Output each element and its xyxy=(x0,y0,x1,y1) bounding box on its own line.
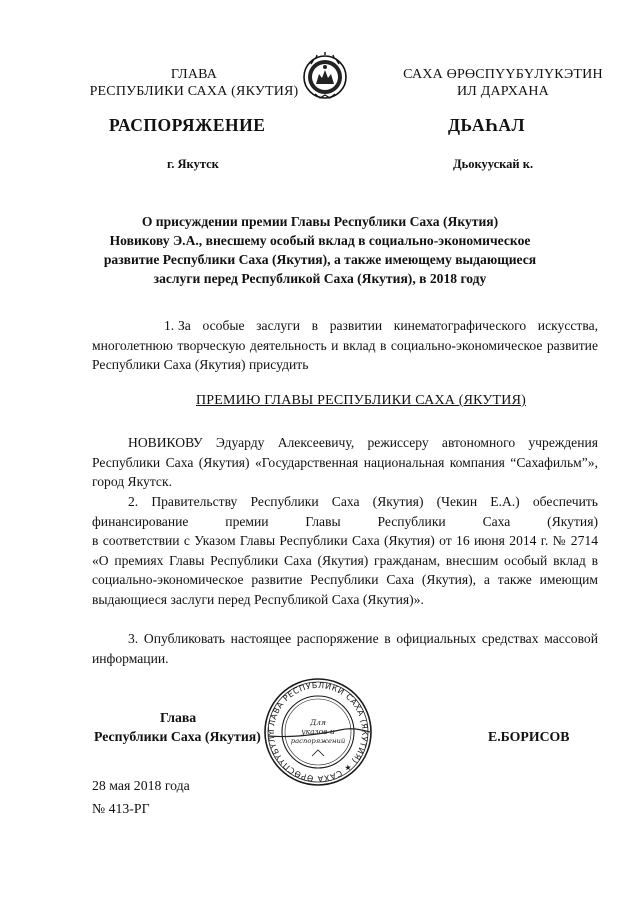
seal-icon xyxy=(262,676,374,788)
official-seal-stamp xyxy=(262,676,374,788)
document-title xyxy=(80,212,560,288)
paragraph-1 xyxy=(92,316,598,375)
signatory-name: Е.БОРИСОВ xyxy=(488,729,570,744)
svg-text:Для: Для xyxy=(310,718,326,727)
coat-of-arms-emblem xyxy=(302,50,348,104)
paragraph-2-rest: в соответствии с Указом Главы Республики Саха (Якутия) от 16 июня 2014 г. № 2714 «О премиях Главы Республики Саха (Якутия) гражданам, внесшим особый вклад в социально-экономическое развитие Республики Саха (Якутия), а также имеющим выдающиеся заслуги перед Республикой Саха (Якутия)». xyxy=(92,533,598,607)
recipient-paragraph xyxy=(92,433,598,492)
header-left-line1: ГЛАВА xyxy=(170,67,218,82)
paragraph-2-lead: 2. Правительству Республики Саха (Якутия) (Чекин Е.А.) обеспечить xyxy=(128,494,598,509)
city-ru: г. Якутск xyxy=(167,157,219,171)
paragraph-1-text: За особые заслуги в развитии кинематографического искусства, многолетнюю творческую деятельность и вклад в социально-экономическое развитие Республики Саха (Якутия) присудить xyxy=(92,318,598,372)
document-date: 28 мая 2018 года xyxy=(92,778,190,793)
svg-text:ГЛАВА РЕСПУБЛИКИ САХА (ЯКУТИЯ): ГЛАВА РЕСПУБЛИКИ САХА (ЯКУТИЯ) ★ САХА ӨРӨСПҮҮБҮЛҮ xyxy=(266,680,370,784)
signature-position-line1: Глава xyxy=(160,710,197,725)
coat-of-arms-icon xyxy=(302,50,348,104)
award-heading: ПРЕМИЮ ГЛАВЫ РЕСПУБЛИКИ САХА (ЯКУТИЯ) xyxy=(195,393,527,408)
svg-text:распоряжений: распоряжений xyxy=(290,737,346,745)
header-right xyxy=(384,66,622,100)
title-line2: Новикову Э.А., внесшему особый вклад в социально-экономическое xyxy=(109,233,531,248)
title-line4: заслуги перед Республикой Саха (Якутия), в 2018 году xyxy=(153,271,487,286)
header-left xyxy=(88,66,300,100)
spread-word: Республики xyxy=(377,513,446,529)
spread-word: премии xyxy=(225,513,269,529)
header-right-line1: САХА ӨРӨСПҮҮБҮЛҮКЭТИН xyxy=(403,67,603,82)
spread-word: Саха (Якутия) xyxy=(482,513,598,529)
svg-text:указов и: указов и xyxy=(301,727,335,736)
header-left-line2: РЕСПУБЛИКИ САХА (ЯКУТИЯ) xyxy=(89,84,299,99)
title-line3: развитие Республики Саха (Якутия), а также имеющему выдающиеся xyxy=(103,252,537,267)
doc-type-sakha: ДЬАҺАЛ xyxy=(448,115,526,135)
paragraph-3-text: 3. Опубликовать настоящее распоряжение в официальных средствах массовой информации. xyxy=(92,631,598,666)
paragraph-3 xyxy=(92,629,598,668)
spread-word: финансирование xyxy=(92,513,189,529)
recipient-details: режиссеру автономного учреждения Республики Саха (Якутия) «Государственная национальная компания “Сахафильм”», город Якутск. xyxy=(92,435,598,489)
title-line1: О присуждении премии Главы Республики Саха (Якутия) xyxy=(141,214,499,229)
paragraph-2-spread-line xyxy=(92,512,598,532)
doc-type-ru: РАСПОРЯЖЕНИЕ xyxy=(109,115,266,135)
paragraph-2 xyxy=(92,492,598,609)
city-sakha: Дьокуускай к. xyxy=(453,157,534,171)
signature-position-line2: Республики Саха (Якутия) xyxy=(94,729,261,744)
header-right-line2: ИЛ ДАРХАНА xyxy=(456,84,549,99)
spread-word: Главы xyxy=(305,513,341,529)
paragraph-1-number: 1. xyxy=(164,318,175,333)
recipient-name: НОВИКОВУ Эдуарду Алексеевичу, xyxy=(128,435,355,450)
document-number: № 413-РГ xyxy=(92,801,150,816)
